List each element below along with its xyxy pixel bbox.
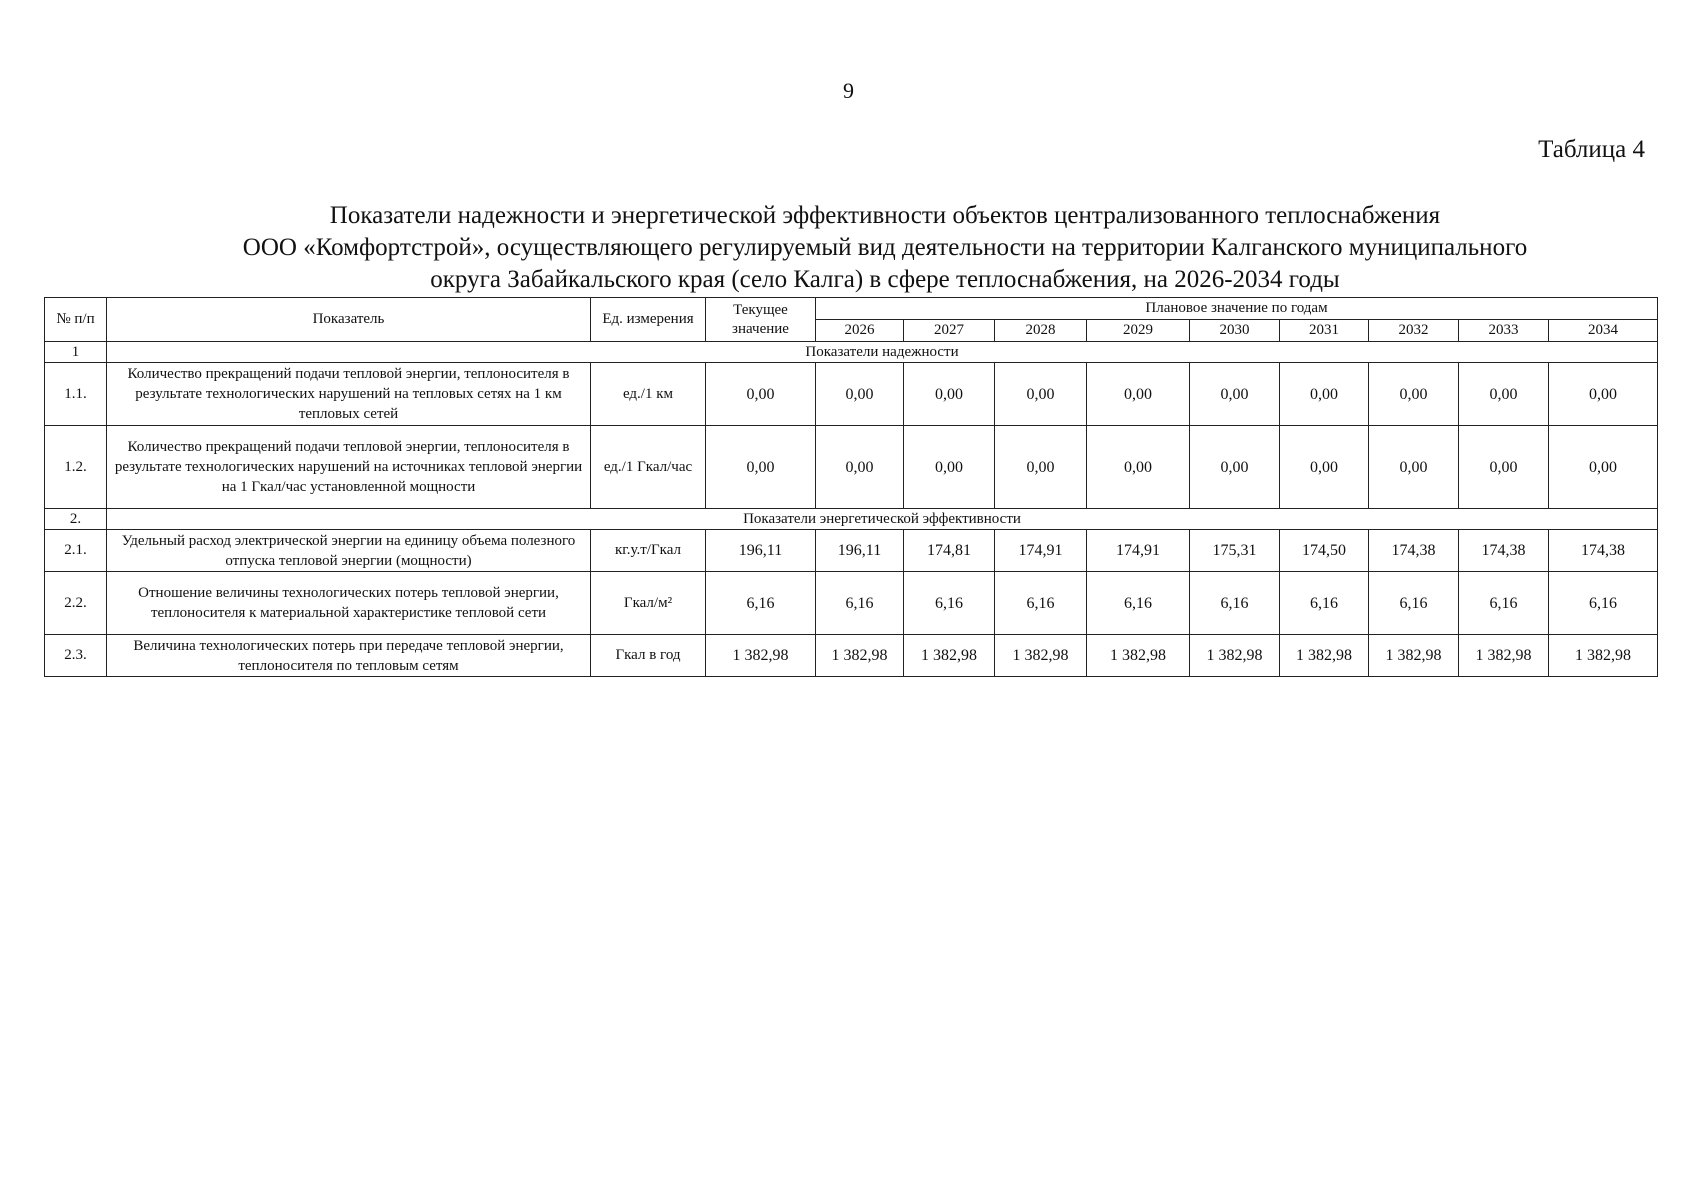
- header-year: 2026: [816, 320, 904, 342]
- section-title: Показатели надежности: [107, 342, 1658, 363]
- row-value: 6,16: [904, 572, 995, 635]
- row-indicator: Количество прекращений подачи тепловой энергии, теплоносителя в результате технологических нарушений на источниках тепловой энергии на 1 Гкал/час установленной мощности: [107, 426, 591, 509]
- section-num: 1: [45, 342, 107, 363]
- header-year: 2030: [1190, 320, 1280, 342]
- header-unit: Ед. измерения: [591, 298, 706, 342]
- title-line: Показатели надежности и энергетической эффективности объектов централизованного теплоснабжения: [329, 202, 1441, 229]
- row-value: 1 382,98: [904, 635, 995, 677]
- table-label: Таблица 4: [1538, 136, 1645, 163]
- row-value: 0,00: [816, 363, 904, 426]
- row-value: 196,11: [816, 530, 904, 572]
- header-year: 2027: [904, 320, 995, 342]
- row-num: 1.2.: [45, 426, 107, 509]
- header-current: Текущее значение: [706, 298, 816, 342]
- row-current: 0,00: [706, 363, 816, 426]
- row-current: 0,00: [706, 426, 816, 509]
- header-year: 2033: [1459, 320, 1549, 342]
- row-value: 0,00: [1459, 426, 1549, 509]
- row-value: 174,38: [1369, 530, 1459, 572]
- title-line: округа Забайкальского края (село Калга) в сфере теплоснабжения, на 2026-2034 годы: [430, 266, 1340, 293]
- row-value: 0,00: [1190, 426, 1280, 509]
- row-value: 0,00: [1280, 363, 1369, 426]
- header-year: 2029: [1087, 320, 1190, 342]
- row-value: 1 382,98: [995, 635, 1087, 677]
- row-value: 1 382,98: [1369, 635, 1459, 677]
- row-indicator: Величина технологических потерь при передаче тепловой энергии, теплоносителя по тепловым сетям: [107, 635, 591, 677]
- row-value: 0,00: [1280, 426, 1369, 509]
- row-num: 2.2.: [45, 572, 107, 635]
- row-unit: Гкал в год: [591, 635, 706, 677]
- header-year: 2031: [1280, 320, 1369, 342]
- row-current: 196,11: [706, 530, 816, 572]
- row-value: 0,00: [995, 426, 1087, 509]
- row-value: 6,16: [816, 572, 904, 635]
- row-indicator: Отношение величины технологических потерь тепловой энергии, теплоносителя к материальной характеристике тепловой сети: [107, 572, 591, 635]
- row-value: 6,16: [1369, 572, 1459, 635]
- table-row: [45, 426, 1658, 509]
- row-value: 174,38: [1549, 530, 1658, 572]
- row-unit: ед./1 км: [591, 363, 706, 426]
- table-row: [45, 572, 1658, 635]
- table-row: [45, 530, 1658, 572]
- row-value: 174,91: [1087, 530, 1190, 572]
- row-value: 174,91: [995, 530, 1087, 572]
- row-value: 0,00: [1459, 363, 1549, 426]
- row-value: 0,00: [1369, 426, 1459, 509]
- page-number: 9: [843, 78, 854, 103]
- header-planned: Плановое значение по годам: [816, 298, 1658, 320]
- row-unit: кг.у.т/Гкал: [591, 530, 706, 572]
- row-value: 6,16: [995, 572, 1087, 635]
- row-num: 1.1.: [45, 363, 107, 426]
- row-value: 1 382,98: [1280, 635, 1369, 677]
- row-indicator: Удельный расход электрической энергии на единицу объема полезного отпуска тепловой энергии (мощности): [107, 530, 591, 572]
- row-value: 1 382,98: [1459, 635, 1549, 677]
- row-value: 6,16: [1087, 572, 1190, 635]
- row-value: 174,38: [1459, 530, 1549, 572]
- row-value: 0,00: [816, 426, 904, 509]
- row-unit: ед./1 Гкал/час: [591, 426, 706, 509]
- row-value: 6,16: [1459, 572, 1549, 635]
- row-value: 6,16: [1190, 572, 1280, 635]
- header-year: 2034: [1549, 320, 1658, 342]
- row-value: 174,50: [1280, 530, 1369, 572]
- row-value: 1 382,98: [1549, 635, 1658, 677]
- row-value: 0,00: [1087, 363, 1190, 426]
- section-num: 2.: [45, 509, 107, 530]
- row-value: 1 382,98: [1190, 635, 1280, 677]
- row-current: 6,16: [706, 572, 816, 635]
- row-unit: Гкал/м²: [591, 572, 706, 635]
- section-row: [45, 342, 1658, 363]
- section-row: [45, 509, 1658, 530]
- table-title: [150, 200, 1620, 296]
- row-value: 0,00: [1549, 363, 1658, 426]
- header-year: 2032: [1369, 320, 1459, 342]
- row-value: 1 382,98: [816, 635, 904, 677]
- row-value: 0,00: [995, 363, 1087, 426]
- row-current: 1 382,98: [706, 635, 816, 677]
- indicators-table: [44, 297, 1658, 677]
- row-value: 175,31: [1190, 530, 1280, 572]
- row-value: 6,16: [1280, 572, 1369, 635]
- table-row: [45, 363, 1658, 426]
- row-value: 1 382,98: [1087, 635, 1190, 677]
- row-indicator: Количество прекращений подачи тепловой энергии, теплоносителя в результате технологических нарушений на тепловых сетях на 1 км тепловых сетей: [107, 363, 591, 426]
- row-value: 0,00: [904, 426, 995, 509]
- title-line: ООО «Комфортстрой», осуществляющего регулируемый вид деятельности на территории Калганского муниципального: [242, 234, 1528, 261]
- row-num: 2.1.: [45, 530, 107, 572]
- row-value: 0,00: [904, 363, 995, 426]
- row-value: 0,00: [1549, 426, 1658, 509]
- row-value: 0,00: [1190, 363, 1280, 426]
- row-value: 6,16: [1549, 572, 1658, 635]
- header-indicator: Показатель: [107, 298, 591, 342]
- row-value: 0,00: [1087, 426, 1190, 509]
- header-year: 2028: [995, 320, 1087, 342]
- row-value: 0,00: [1369, 363, 1459, 426]
- table-row: [45, 635, 1658, 677]
- row-num: 2.3.: [45, 635, 107, 677]
- section-title: Показатели энергетической эффективности: [107, 509, 1658, 530]
- row-value: 174,81: [904, 530, 995, 572]
- header-num: № п/п: [45, 298, 107, 342]
